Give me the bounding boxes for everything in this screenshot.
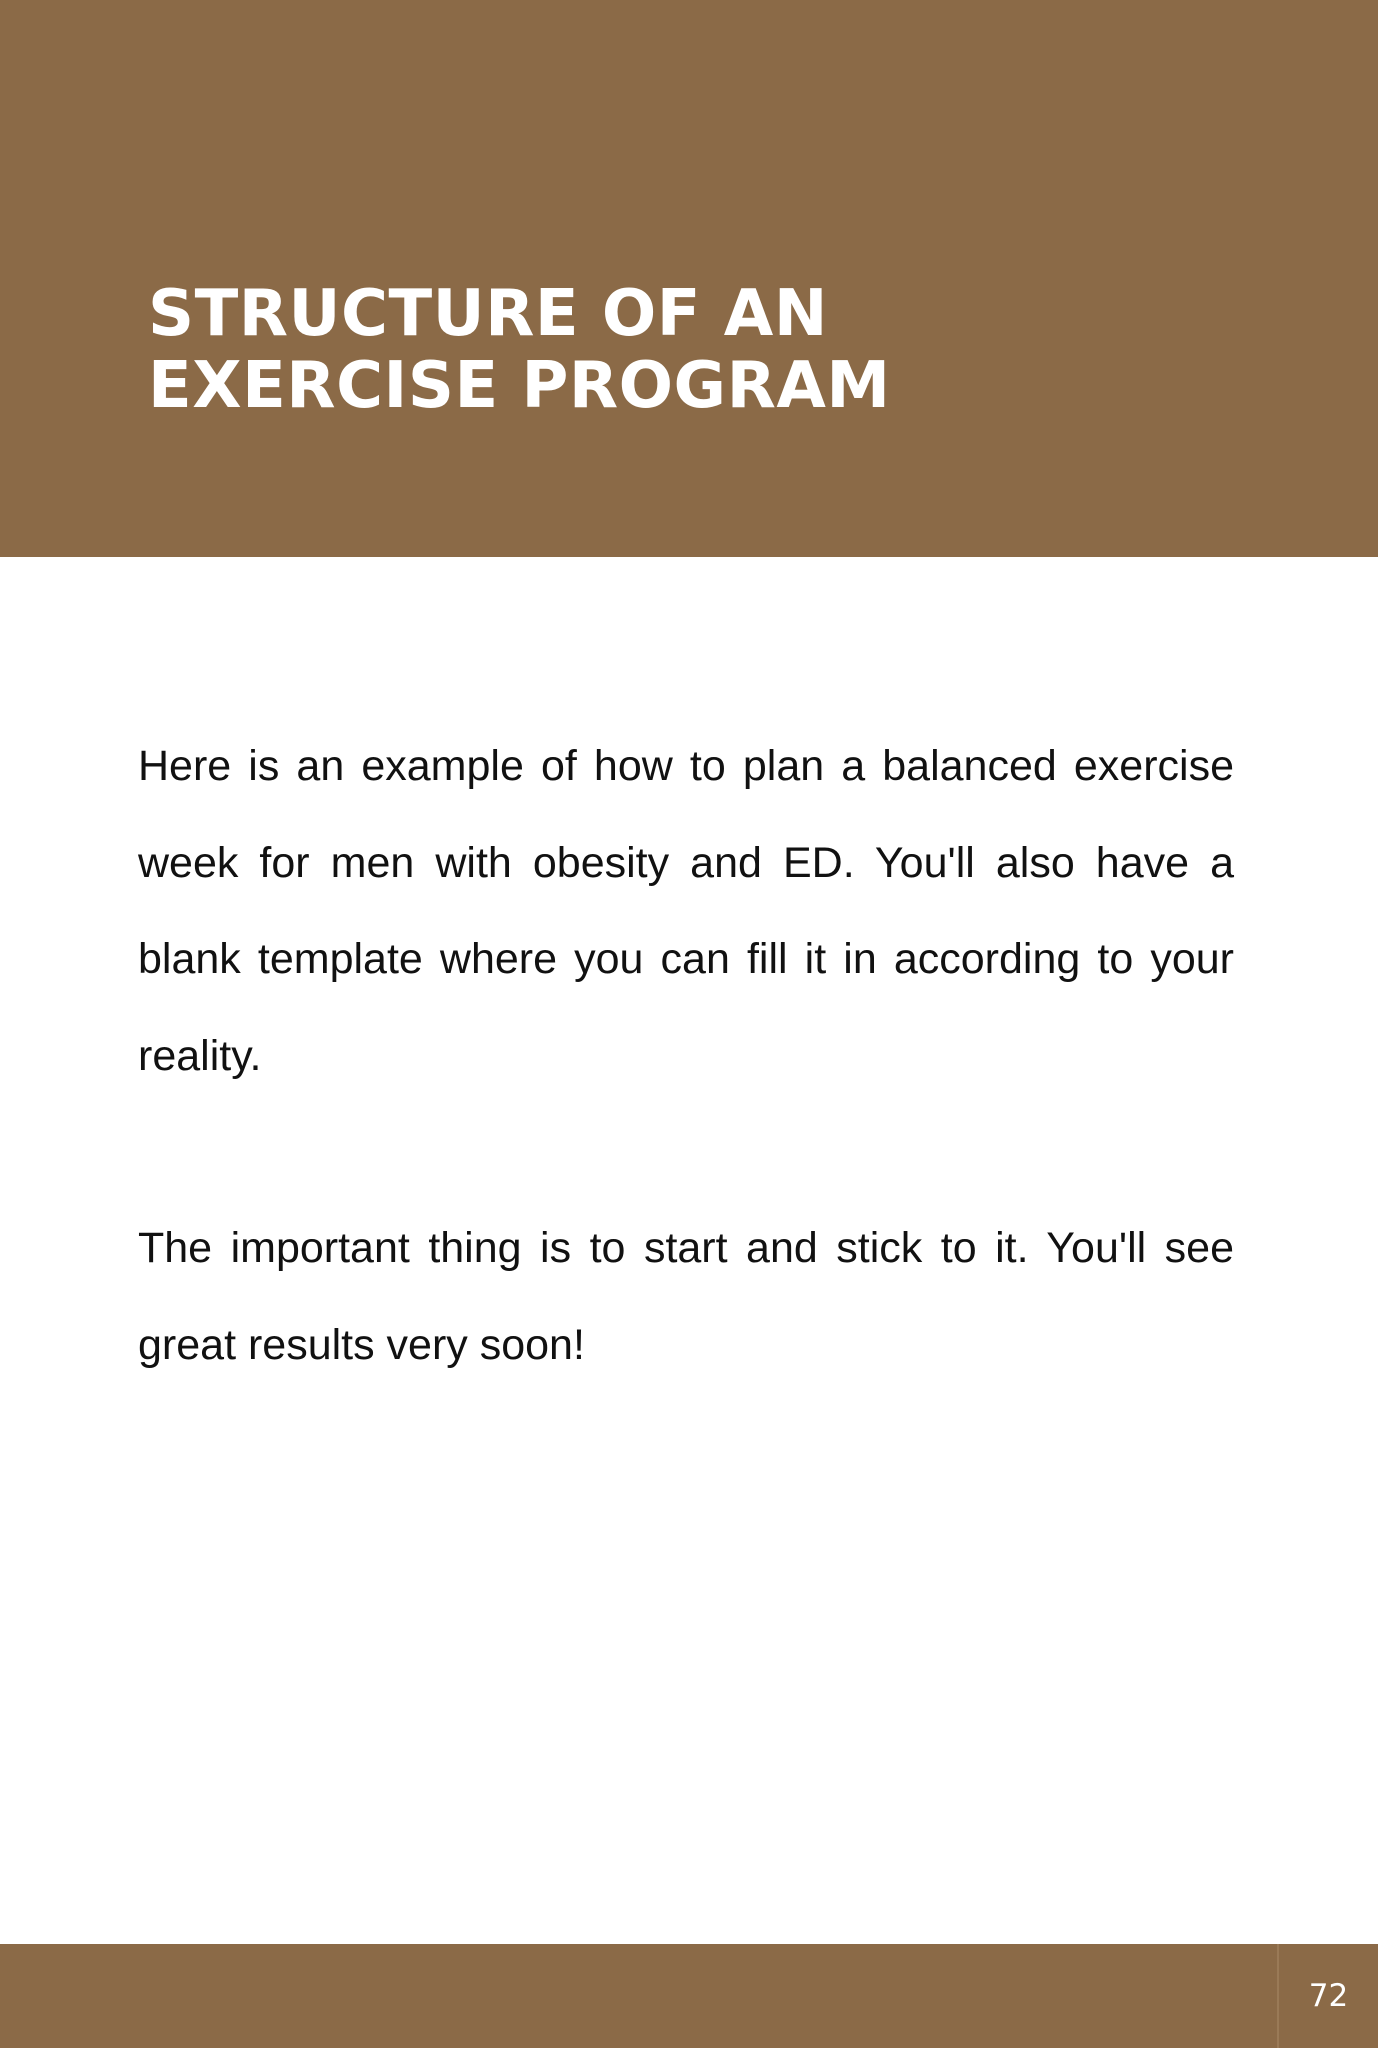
page-number: 72 (1308, 1978, 1349, 2014)
paragraph-encouragement: The important thing is to start and stick to it. You'll see great results very soon! (138, 1224, 1234, 1369)
page-title (148, 278, 1248, 422)
title-line-2: EXERCISE PROGRAM (148, 349, 891, 423)
title-line-1: STRUCTURE OF AN (148, 277, 828, 351)
paragraph-intro: Here is an example of how to plan a balanced exercise week for men with obesity and ED. You'll also have a blank template where you can fill it in according to your reality. (138, 742, 1234, 1080)
header-band (0, 0, 1378, 557)
page-number-box (1277, 1944, 1378, 2048)
footer-band (0, 1944, 1378, 2048)
body-content (138, 718, 1234, 1393)
